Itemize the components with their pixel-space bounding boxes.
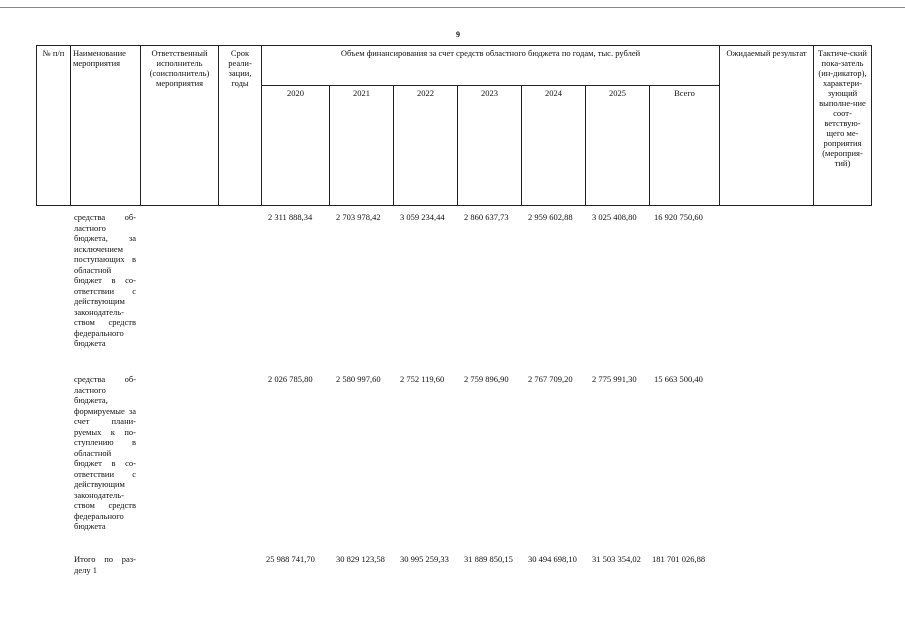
value-total: 181 701 026,88 bbox=[652, 554, 706, 564]
value-2023: 2 860 637,73 bbox=[464, 212, 509, 222]
value-2025: 2 775 991,30 bbox=[592, 374, 637, 384]
value-2024: 2 767 709,20 bbox=[528, 374, 573, 384]
value-total: 16 920 750,60 bbox=[654, 212, 703, 222]
value-2023: 2 759 896,90 bbox=[464, 374, 509, 384]
year-2022: 2022 bbox=[394, 85, 458, 205]
top-rule bbox=[0, 7, 905, 8]
year-2025: 2025 bbox=[586, 85, 650, 205]
header-table bbox=[36, 45, 872, 206]
row-label: средства об-ластного бюджета, формируемые за счет плани-руемых к по-ступлению в областной бюджет в со-ответствии с действующим законодатель-ством средств федерального бюджета bbox=[74, 374, 136, 531]
header-term: Срок реали-зации, годы bbox=[219, 46, 262, 206]
value-2021: 30 829 123,58 bbox=[336, 554, 385, 564]
value-2021: 2 703 978,42 bbox=[336, 212, 381, 222]
header-indicator: Тактиче-ский пока-затель (ин-дикатор), характери-зующий выполне-ние соот-ветствую-щего ме-роприятия (мероприя-тий) bbox=[814, 46, 872, 206]
value-2020: 2 026 785,80 bbox=[268, 374, 313, 384]
row-label: Итого по раз-делу 1 bbox=[74, 554, 136, 575]
year-total: Всего bbox=[650, 85, 720, 205]
value-2020: 2 311 888,34 bbox=[268, 212, 313, 222]
value-2021: 2 580 997,60 bbox=[336, 374, 381, 384]
year-2021: 2021 bbox=[330, 85, 394, 205]
value-2022: 3 059 234,44 bbox=[400, 212, 445, 222]
header-expected: Ожидаемый результат bbox=[720, 46, 814, 206]
header-num: № п/п bbox=[37, 46, 71, 206]
value-2022: 2 752 119,60 bbox=[400, 374, 445, 384]
page-number: 9 bbox=[456, 30, 460, 39]
value-2022: 30 995 259,33 bbox=[400, 554, 449, 564]
value-2025: 31 503 354,02 bbox=[592, 554, 641, 564]
row-label: средства об-ластного бюджета, за исключением поступающих в областной бюджет в со-ответствии с действующим законодатель-ством средств федерального бюджета bbox=[74, 212, 136, 348]
year-2024: 2024 bbox=[522, 85, 586, 205]
value-2025: 3 025 408,80 bbox=[592, 212, 637, 222]
header-name: Наименование мероприятия bbox=[71, 46, 141, 206]
header-responsible: Ответственный исполнитель (соисполнитель) мероприятия bbox=[141, 46, 219, 206]
value-2020: 25 988 741,70 bbox=[266, 554, 315, 564]
year-2023: 2023 bbox=[458, 85, 522, 205]
year-2020: 2020 bbox=[262, 85, 330, 205]
value-2023: 31 889 850,15 bbox=[464, 554, 513, 564]
header-funding: Объем финансирования за счет средств областного бюджета по годам, тыс. рублей bbox=[262, 46, 720, 86]
value-total: 15 663 500,40 bbox=[654, 374, 703, 384]
value-2024: 2 959 602,88 bbox=[528, 212, 573, 222]
value-2024: 30 494 698,10 bbox=[528, 554, 577, 564]
